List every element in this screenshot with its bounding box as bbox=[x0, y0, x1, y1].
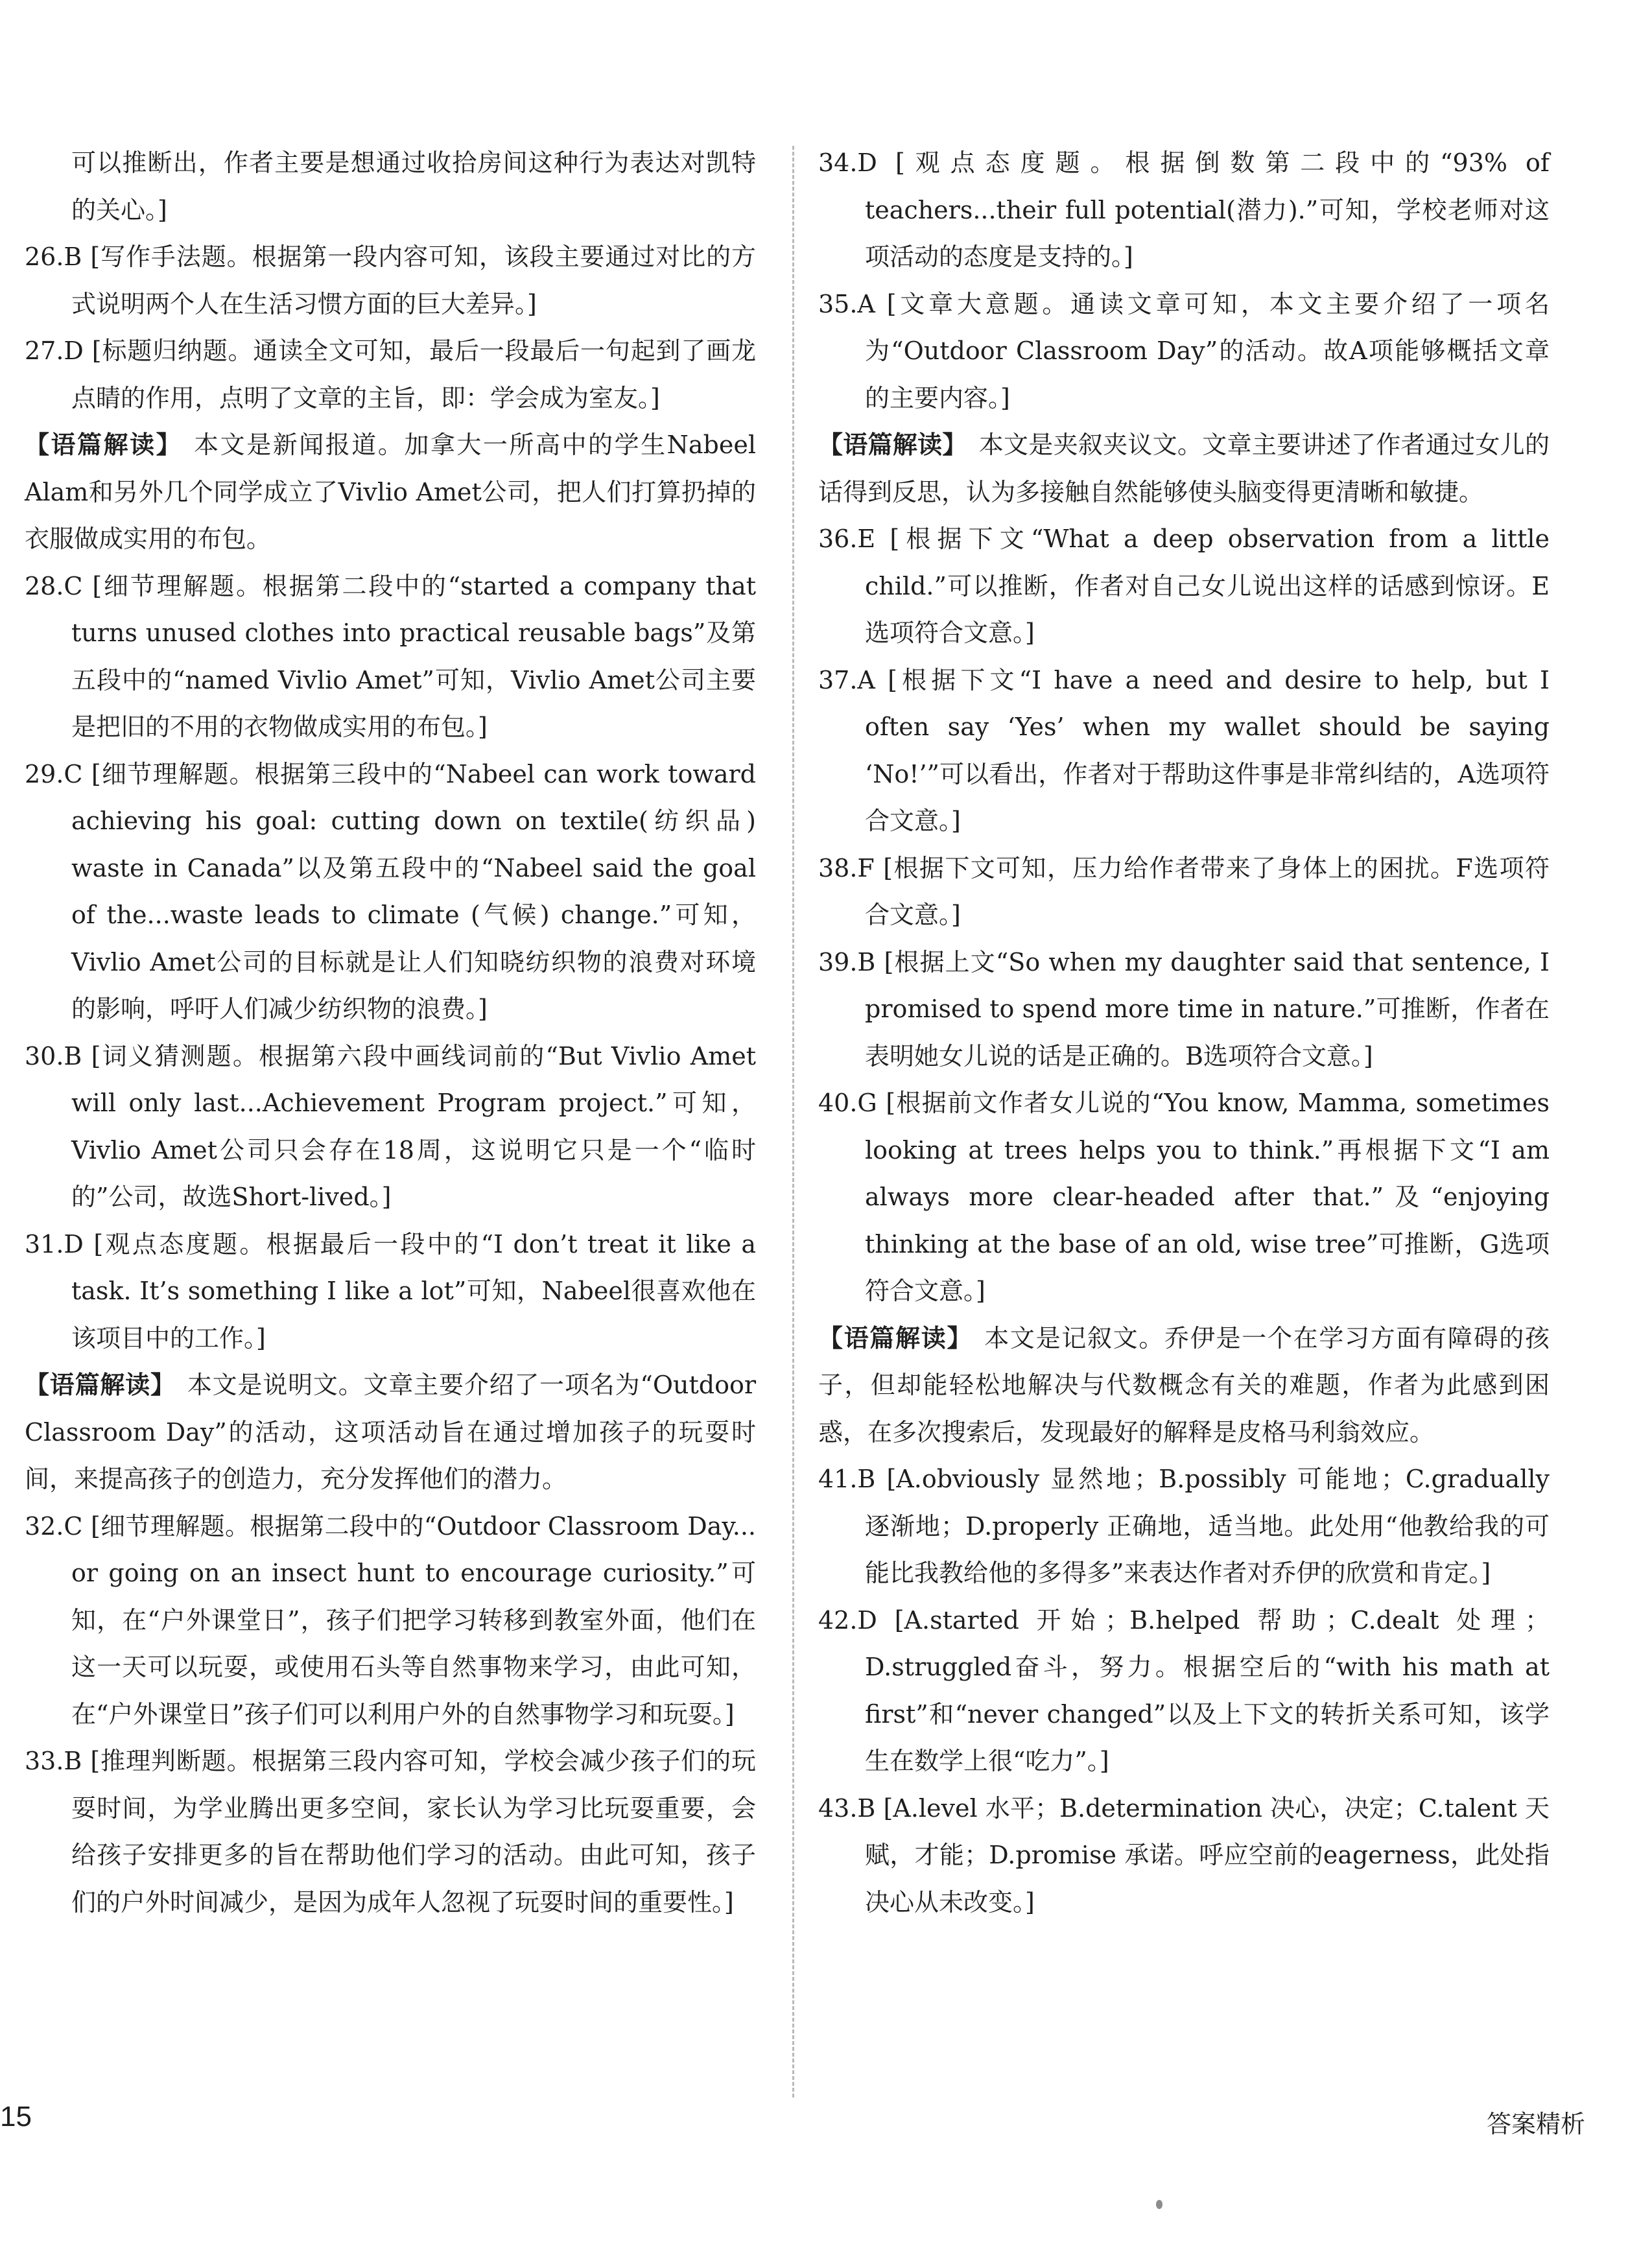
answer-explanation: 28.C [细节理解题。根据第二段中的“started a company that turns unused clothes into practical reusable bags”及第五段中的“named Vivlio Amet”可知，Vivlio Amet公司主要是把旧的不用的衣物做成实用的布包。] bbox=[25, 571, 756, 741]
answer-explanation: 40.G [根据前文作者女儿说的“You know, Mamma, sometimes looking at trees helps you to think.”再根据下文“I am always more clear-headed after that.”及“enjoying thinking at the base of an old, wise tree”可推断，G选项符合文意。] bbox=[818, 1089, 1550, 1305]
continued-text: 可以推断出，作者主要是想通过收拾房间这种行为表达对凯特的关心。] bbox=[71, 148, 756, 224]
answer-explanation: 33.B [推理判断题。根据第三段内容可知，学校会减少孩子们的玩耍时间，为学业腾出更多空间，家长认为学习比玩耍重要，会给孩子安排更多的旨在帮助他们学习的活动。由此可知，孩子们的户外时间减少，是因为成年人忽视了玩耍时间的重要性。] bbox=[25, 1747, 756, 1917]
answer-explanation: 41.B [A.obviously 显然地；B.possibly 可能地；C.gradually 逐渐地；D.properly 正确地，适当地。此处用“他教给我的可能比我教给他的多得多”来表达作者对乔伊的欣赏和肯定。] bbox=[818, 1465, 1550, 1587]
analysis-tag: 【语篇解读】 bbox=[818, 1323, 973, 1353]
analysis-text: 本文是夹叙夹议文。文章主要讲述了作者通过女儿的话得到反思，认为多接触自然能够使头脑变得更清晰和敏捷。 bbox=[818, 431, 1550, 506]
answer-explanation: 32.C [细节理解题。根据第二段中的“Outdoor Classroom Day... or going on an insect hunt to encourage curiosity.”可知，在“户外课堂日”，孩子们把学习转移到教室外面，他们在这一天可以玩耍，或使用石头等自然事物来学习，由此可知，在“户外课堂日”孩子们可以利用户外的自然事物学习和玩耍。] bbox=[25, 1511, 756, 1729]
answer-explanation: 37.A [根据下文“I have a need and desire to help, but I often say ‘Yes’ when my wallet should be saying ‘No!’”可以看出，作者对于帮助这件事是非常纠结的，A选项符合文意。] bbox=[818, 665, 1550, 835]
answer-explanation: 39.B [根据上文“So when my daughter said that sentence, I promised to spend more time in nature.”可推断，作者在表明她女儿说的话是正确的。B选项符合文意。] bbox=[818, 947, 1550, 1070]
page-number: 15 bbox=[0, 2101, 32, 2132]
right-column bbox=[818, 139, 1550, 1926]
analysis-text: 本文是说明文。文章主要介绍了一项名为“Outdoor Classroom Day”的活动，这项活动旨在通过增加孩子的玩耍时间，来提高孩子的创造力，充分发挥他们的潜力。 bbox=[25, 1371, 756, 1493]
section-label: 答案精析 bbox=[1486, 2110, 1585, 2138]
answer-explanation: 26.B [写作手法题。根据第一段内容可知，该段主要通过对比的方式说明两个人在生活习惯方面的巨大差异。] bbox=[25, 242, 756, 318]
speck-mark bbox=[1156, 2200, 1162, 2209]
analysis-tag: 【语篇解读】 bbox=[25, 1370, 176, 1399]
analysis-text: 本文是记叙文。乔伊是一个在学习方面有障碍的孩子，但却能轻松地解决与代数概念有关的难题，作者为此感到困惑，在多次搜索后，发现最好的解释是皮格马利翁效应。 bbox=[818, 1323, 1550, 1447]
passage-analysis bbox=[25, 1362, 756, 1503]
passage-analysis bbox=[25, 421, 756, 563]
answer-explanation: 43.B [A.level 水平；B.determination 决心，决定；C.talent 天赋，才能；D.promise 承诺。呼应空前的eagerness，此处指决心从未改变。] bbox=[818, 1793, 1550, 1917]
answer-explanation: 30.B [词义猜测题。根据第六段中画线词前的“But Vivlio Amet will only last...Achievement Program project.”可知，Vivlio Amet公司只会存在18周，这说明它只是一个“临时的”公司，故选Short-lived。] bbox=[25, 1041, 756, 1211]
analysis-text: 本文是新闻报道。加拿大一所高中的学生Nabeel Alam和另外几个同学成立了Vivlio Amet公司，把人们打算扔掉的衣服做成实用的布包。 bbox=[25, 431, 756, 553]
analysis-tag: 【语篇解读】 bbox=[818, 430, 967, 459]
answer-explanation: 29.C [细节理解题。根据第三段中的“Nabeel can work toward achieving his goal: cutting down on textile(纺织品) waste in Canada”以及第五段中的“Nabeel said the goal of the...waste leads to climate (气候) change.”可知，Vivlio Amet公司的目标就是让人们知晓纺织物的浪费对环境的影响，呼吁人们减少纺织物的浪费。] bbox=[25, 759, 756, 1023]
column-divider bbox=[792, 146, 794, 2097]
answer-explanation: 27.D [标题归纳题。通读全文可知，最后一段最后一句起到了画龙点睛的作用，点明了文章的主旨，即：学会成为室友。] bbox=[25, 337, 756, 412]
answer-explanation: 34.D [观点态度题。根据倒数第二段中的“93% of teachers...their full potential(潜力).”可知，学校老师对这项活动的态度是支持的。] bbox=[818, 148, 1550, 271]
analysis-tag: 【语篇解读】 bbox=[25, 430, 183, 459]
answer-explanation: 31.D [观点态度题。根据最后一段中的“I don’t treat it like a task. It’s something I like a lot”可知，Nabeel很喜欢他在该项目中的工作。] bbox=[25, 1229, 756, 1353]
answer-explanation: 42.D [A.started 开始；B.helped 帮助；C.dealt 处理；D.struggled奋斗，努力。根据空后的“with his math at first”和“never changed”以及上下文的转折关系可知，该学生在数学上很“吃力”。] bbox=[818, 1605, 1550, 1775]
answer-explanation: 35.A [文章大意题。通读文章可知，本文主要介绍了一项名为“Outdoor Classroom Day”的活动。故A项能够概括文章的主要内容。] bbox=[818, 289, 1550, 412]
answer-explanation: 38.F [根据下文可知，压力给作者带来了身体上的困扰。F选项符合文意。] bbox=[818, 853, 1550, 929]
passage-analysis bbox=[818, 1315, 1550, 1456]
passage-analysis bbox=[818, 421, 1550, 515]
left-column bbox=[25, 139, 756, 1926]
answer-explanation: 36.E [根据下文“What a deep observation from a little child.”可以推断，作者对自己女儿说出这样的话感到惊讶。E选项符合文意。] bbox=[818, 525, 1550, 647]
